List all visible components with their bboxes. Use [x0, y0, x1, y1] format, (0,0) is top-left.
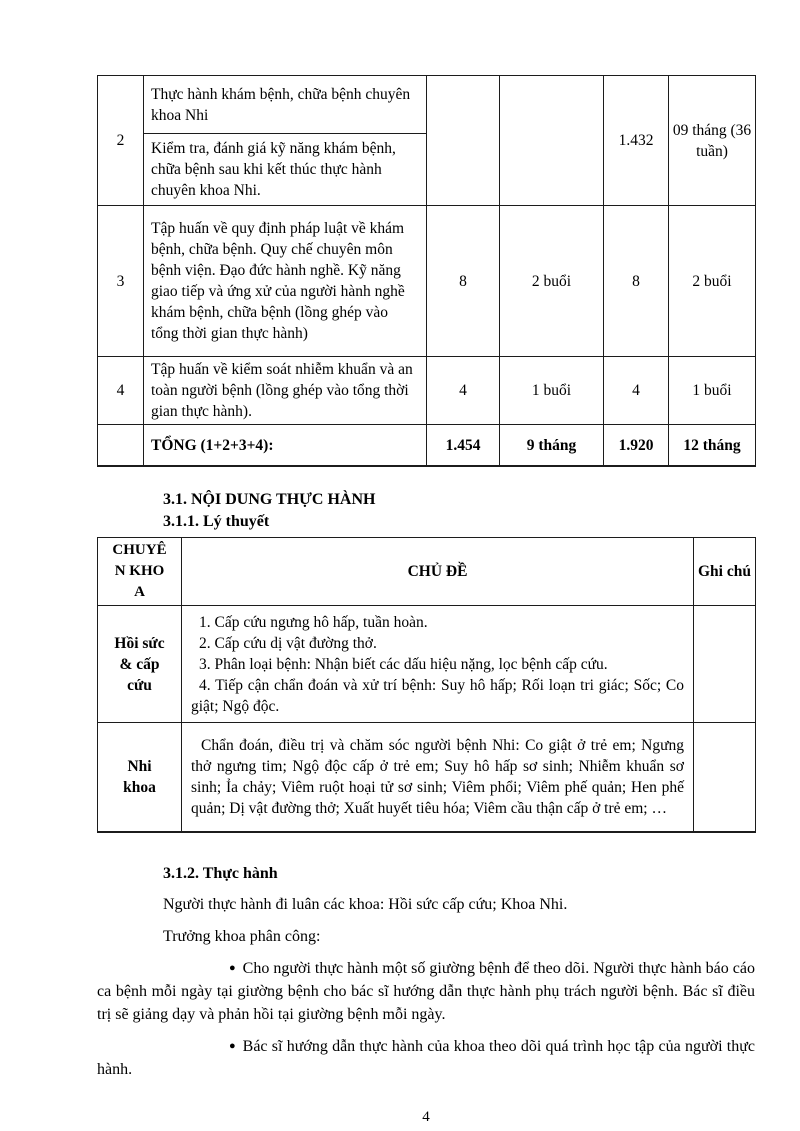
bullet-icon: ●	[229, 1040, 236, 1052]
row3-activity-cell: Tập huấn về quy định pháp luật về khám bệnh, chữa bệnh. Quy chế chuyên môn bệnh viện. Đạo đức hành nghề. Kỹ năng giao tiếp và ứng xử của người hành nghề khám bệnh, chữa bệnh (lồng ghép vào tổng thời gian thực hành)	[144, 206, 427, 357]
topic-item: 4. Tiếp cận chẩn đoán và xử trí bệnh: Suy hô hấp; Rối loạn tri giác; Sốc; Co giật; Ngộ độc.	[191, 676, 684, 715]
row4-hours2-cell: 4	[604, 357, 669, 425]
row3-time2-cell: 2 buổi	[669, 206, 756, 357]
row2-hours1-cell	[427, 76, 500, 206]
practice-bullet-item	[97, 957, 755, 1026]
row4-number-cell: 4	[98, 357, 144, 425]
row2-hours2-cell: 1.432	[604, 76, 669, 206]
row4-hours1-cell: 4	[427, 357, 500, 425]
row2-activity-b-cell: Kiểm tra, đánh giá kỹ năng khám bệnh, chữa bệnh sau khi kết thúc thực hành chuyên khoa Nhi.	[144, 134, 427, 206]
topic-item: 3. Phân loại bệnh: Nhận biết các dấu hiệu nặng, lọc bệnh cấp cứu.	[199, 655, 608, 673]
row2-time1-cell	[500, 76, 604, 206]
practice-paragraph: Trưởng khoa phân công:	[163, 928, 321, 945]
theory-row-emergency	[98, 606, 756, 723]
theory-header-row	[98, 538, 756, 606]
topic-item: 1. Cấp cứu ngưng hô hấp, tuần hoàn.	[199, 613, 428, 631]
total-time1-cell: 9 tháng	[500, 425, 604, 467]
theory-table	[97, 537, 756, 833]
topics-cell	[182, 723, 694, 833]
row3-time1-cell: 2 buổi	[500, 206, 604, 357]
row3-number-cell: 3	[98, 206, 144, 357]
row4-activity-cell: Tập huấn về kiểm soát nhiễm khuẩn và an toàn người bệnh (lồng ghép vào tổng thời gian thực hành).	[144, 357, 427, 425]
theory-row-pediatrics	[98, 723, 756, 833]
row3-hours2-cell: 8	[604, 206, 669, 357]
row2-number-cell: 2	[98, 76, 144, 206]
header-topic-cell: CHỦ ĐỀ	[182, 538, 694, 606]
table-row	[98, 76, 756, 134]
row3-hours1-cell: 8	[427, 206, 500, 357]
total-label-cell: TỔNG (1+2+3+4):	[144, 425, 427, 467]
specialty-label: Nhi khoa	[123, 758, 156, 796]
specialty-label: Hồi sức & cấp cứu	[114, 634, 165, 694]
section-heading-3-1-1: 3.1.1. Lý thuyết	[163, 513, 270, 530]
total-hours2-cell: 1.920	[604, 425, 669, 467]
row4-time2-cell: 1 buổi	[669, 357, 756, 425]
topic-paragraph: Chẩn đoán, điều trị và chăm sóc người bệnh Nhi: Co giật ở trẻ em; Ngưng thở ngưng tim; Ngộ độc cấp ở trẻ em; Suy hô hấp sơ sinh; Nhiễm khuẩn sơ sinh; Ỉa chảy; Viêm ruột hoại tử sơ sinh; Viêm phổi; Viêm phế quản; Hen phế quản; Dị vật đường thở; Xuất huyết tiêu hóa; Viêm cầu thận cấp ở trẻ em; …	[191, 737, 684, 817]
total-number-cell	[98, 425, 144, 467]
bullet-text: Cho người thực hành một số giường bệnh để theo dõi. Người thực hành báo cáo ca bệnh mỗi ngày tại giường bệnh cho bác sĩ hướng dẫn thực hành phụ trách người bệnh. Bác sĩ điều trị sẽ giảng dạy và phản hồi tại giường bệnh mỗi ngày.	[97, 960, 755, 1023]
row2-time2-cell: 09 tháng (36 tuần)	[669, 76, 756, 206]
section-heading-3-1: 3.1. NỘI DUNG THỰC HÀNH	[163, 491, 376, 508]
section-heading-3-1-2: 3.1.2. Thực hành	[163, 865, 278, 882]
table-row	[98, 357, 756, 425]
practice-bullet-item	[97, 1035, 755, 1081]
header-note-cell: Ghi chú	[694, 538, 756, 606]
specialty-cell	[98, 723, 182, 833]
schedule-table	[97, 75, 756, 467]
header-specialty-label: CHUYÊN KHOA	[112, 542, 167, 600]
specialty-cell	[98, 606, 182, 723]
total-time2-cell: 12 tháng	[669, 425, 756, 467]
bullet-text: Bác sĩ hướng dẫn thực hành của khoa theo dõi quá trình học tập của người thực hành.	[97, 1038, 755, 1078]
page-content	[97, 0, 755, 1126]
note-cell	[694, 723, 756, 833]
total-hours1-cell: 1.454	[427, 425, 500, 467]
page-number: 4	[422, 1109, 430, 1125]
topic-item: 2. Cấp cứu dị vật đường thở.	[199, 634, 377, 652]
note-cell	[694, 606, 756, 723]
header-specialty-cell	[98, 538, 182, 606]
row4-time1-cell: 1 buổi	[500, 357, 604, 425]
total-row	[98, 425, 756, 467]
table-row	[98, 206, 756, 357]
practice-paragraph: Người thực hành đi luân các khoa: Hồi sức cấp cứu; Khoa Nhi.	[163, 896, 568, 913]
bullet-icon: ●	[229, 962, 236, 974]
row2-activity-a-cell: Thực hành khám bệnh, chữa bệnh chuyên khoa Nhi	[144, 76, 427, 134]
topics-cell	[182, 606, 694, 723]
